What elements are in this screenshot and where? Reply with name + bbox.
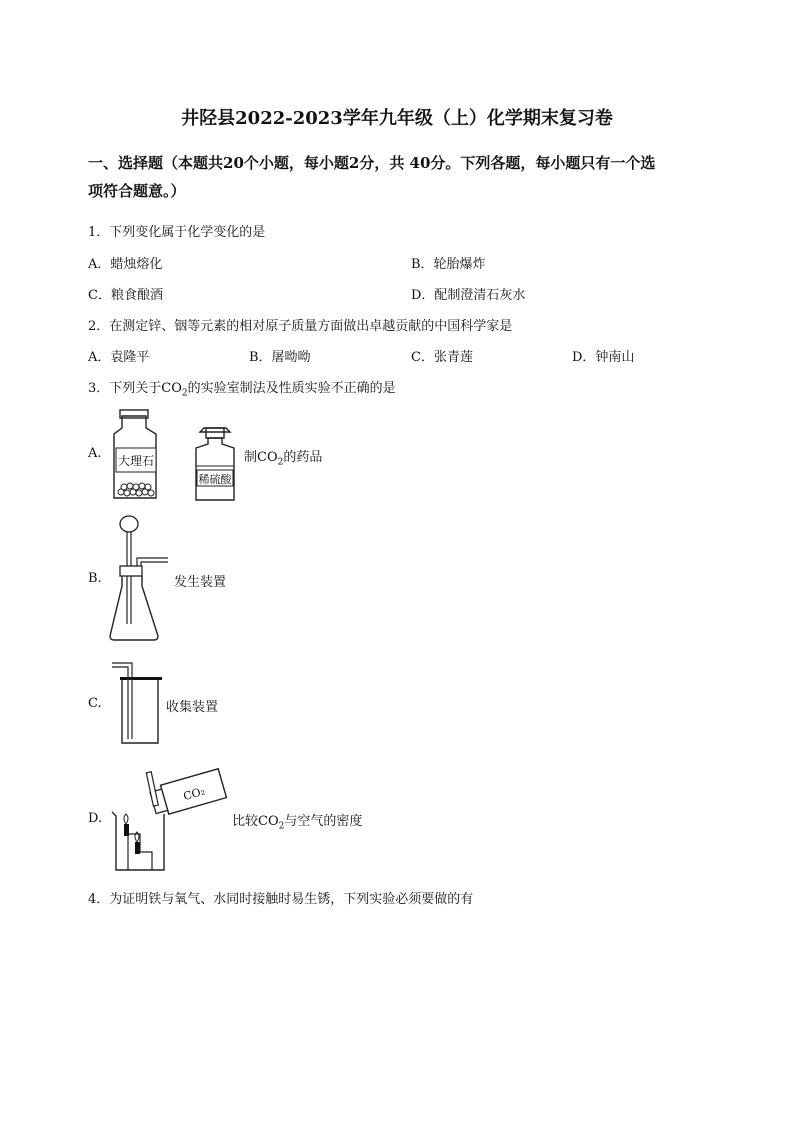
- question-2-option-c: C．张青莲: [411, 350, 473, 365]
- question-3-stem: 3．下列关于$CO_2$的实验室制法及性质实验不正确的是: [88, 381, 396, 399]
- question-1-option-d: D．配制澄清石灰水: [411, 288, 526, 303]
- question-1-option-b: B．轮胎爆炸: [411, 257, 486, 272]
- question-2-option-a: A．袁隆平: [88, 350, 150, 365]
- question-2-option-d: D．钟南山: [572, 350, 635, 365]
- co2-density-comparison-illustration: [106, 760, 236, 874]
- question-3-option-b-letter: B.: [88, 571, 102, 586]
- acid-bottle: [196, 428, 234, 500]
- question-1-stem: 1．下列变化属于化学变化的是: [88, 225, 266, 240]
- question-3-option-c-letter: C.: [88, 696, 102, 711]
- marble-bottle: [114, 410, 156, 498]
- question-2-stem: 2．在测定锌、铟等元素的相对原子质量方面做出卓越贡献的中国科学家是: [88, 319, 513, 334]
- question-3-option-c-text: 收集装置: [166, 700, 219, 715]
- question-3-option-a-text: 制$CO_2$的药品: [244, 450, 323, 468]
- question-3-option-a-letter: A.: [88, 446, 102, 461]
- gas-collection-apparatus-illustration: [108, 655, 168, 747]
- question-3-option-d-text: 比较$CO_2$与空气的密度: [232, 814, 363, 832]
- question-1-option-a: A．蜡烛熔化: [88, 257, 163, 272]
- section-heading-line2: 项符合题意。）: [88, 182, 186, 200]
- acid-bottle-label: 稀硫酸: [198, 473, 232, 486]
- section-heading-line1: 一、选择题（本题共20个小题，每小题2分，共 40分。下列各题，每小题只有一个选: [88, 154, 656, 172]
- question-3-option-b-text: 发生装置: [174, 575, 227, 590]
- question-1-option-c: C．粮食酿酒: [88, 288, 163, 303]
- marble-bottle-label: 大理石: [117, 454, 155, 468]
- question-4-stem: 4．为证明铁与氧气、水同时接触时易生锈，下列实验必须要做的有: [88, 892, 474, 907]
- question-2-option-b: B．屠呦呦: [249, 350, 311, 365]
- gas-generation-apparatus-illustration: [104, 512, 174, 642]
- co2-bottle-label: CO₂: [181, 784, 207, 804]
- question-3-option-d-letter: D.: [88, 811, 103, 826]
- reagent-bottles-illustration: [108, 408, 248, 506]
- page-title: 井陉县2022-2023学年九年级（上）化学期末复习卷: [181, 108, 613, 129]
